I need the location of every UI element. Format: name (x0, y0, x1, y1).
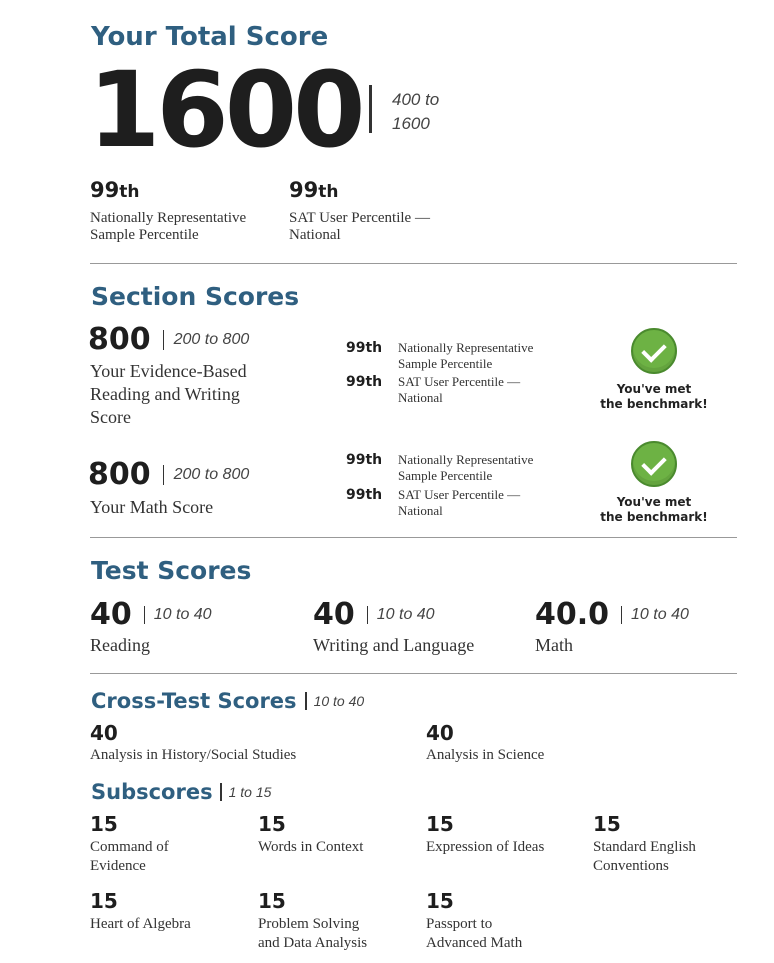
pct-label: SAT User Percentile — National (398, 374, 521, 405)
subscore-label: Command of Evidence (90, 839, 169, 874)
subscore-item (426, 812, 544, 857)
section-score-label: Your Math Score (90, 497, 214, 517)
total-score-value: 1600 (88, 49, 362, 171)
total-score-range (392, 88, 439, 136)
cross-score-label: Analysis in Science (426, 747, 545, 763)
test-score-range: 10 to 40 (376, 605, 435, 623)
section-score-range: 200 to 800 (173, 465, 250, 483)
section-score-value: 800 (88, 322, 151, 357)
subscore-item (426, 889, 522, 953)
total-range-line2: 1600 (392, 114, 430, 133)
cross-score-value: 40 (426, 721, 454, 745)
heading-divider (305, 692, 307, 710)
benchmark-badge (594, 325, 714, 415)
cross-test-history (90, 721, 296, 765)
divider (90, 263, 737, 264)
subscores-heading: Subscores (91, 780, 213, 804)
pct-value: 99th (346, 340, 383, 356)
benchmark-text: You've met the benchmark! (600, 382, 708, 411)
score-divider (144, 606, 145, 624)
percentile-value: 99th (289, 178, 339, 202)
total-score-heading: Your Total Score (91, 22, 329, 52)
test-score-range: 10 to 40 (631, 605, 689, 623)
subscore-value: 15 (426, 889, 454, 913)
total-range-line1: 400 to (392, 90, 440, 109)
subscore-value: 15 (258, 889, 286, 913)
divider (90, 673, 737, 674)
test-score-range: 10 to 40 (153, 605, 212, 623)
section-score-math (88, 457, 249, 519)
score-divider (163, 330, 164, 350)
subscore-value: 15 (90, 889, 118, 913)
subscore-item (258, 812, 363, 857)
section-score-range: 200 to 800 (173, 330, 250, 348)
section-scores-heading: Section Scores (91, 282, 300, 311)
cross-test-header (91, 689, 364, 713)
checkmark-icon (631, 441, 677, 487)
pct-label: Nationally Representative Sample Percentile (398, 452, 534, 483)
section-pct-row (346, 374, 520, 406)
benchmark-badge (594, 438, 714, 528)
total-percentile-national (90, 178, 246, 244)
section-pct-row (346, 487, 520, 519)
percentile-value: 99th (90, 178, 140, 202)
pct-label: SAT User Percentile — National (398, 487, 521, 518)
subscore-label: Problem Solving and Data Analysis (258, 916, 368, 951)
test-score-math (535, 597, 689, 656)
test-score-value: 40 (313, 597, 355, 632)
test-score-value: 40 (90, 597, 132, 632)
pct-value: 99th (346, 487, 383, 503)
cross-score-label: Analysis in History/Social Studies (90, 747, 297, 763)
divider (90, 537, 737, 538)
heading-divider (220, 783, 222, 801)
pct-label: Nationally Representative Sample Percentile (398, 340, 534, 371)
section-score-label: Your Evidence-Based Reading and Writing Score (90, 361, 247, 427)
subscore-value: 15 (593, 812, 621, 836)
subscore-label: Expression of Ideas (426, 839, 545, 855)
test-score-writing (313, 597, 474, 656)
subscore-item (593, 812, 696, 876)
subscore-item (90, 889, 191, 934)
subscore-value: 15 (258, 812, 286, 836)
subscore-value: 15 (426, 812, 454, 836)
benchmark-text: You've met the benchmark! (600, 495, 708, 524)
score-divider (163, 465, 164, 485)
total-percentile-user (289, 178, 430, 244)
test-score-label: Reading (90, 635, 150, 655)
section-pct-row (346, 452, 533, 484)
subscore-label: Heart of Algebra (90, 916, 191, 932)
subscores-range: 1 to 15 (228, 784, 272, 800)
subscore-item (90, 812, 169, 876)
section-score-ebrw (88, 322, 249, 429)
subscore-item (258, 889, 367, 953)
test-score-value: 40.0 (535, 597, 610, 632)
test-score-label: Writing and Language (313, 635, 475, 655)
checkmark-icon (631, 328, 677, 374)
section-score-value: 800 (88, 457, 151, 492)
test-score-reading (90, 597, 212, 656)
subscores-header (91, 780, 271, 804)
cross-test-heading: Cross-Test Scores (91, 689, 297, 713)
subscore-value: 15 (90, 812, 118, 836)
test-score-label: Math (535, 635, 573, 655)
pct-value: 99th (346, 374, 383, 390)
cross-test-science (426, 721, 544, 765)
test-scores-heading: Test Scores (91, 556, 252, 585)
subscore-label: Words in Context (258, 839, 364, 855)
percentile-label: SAT User Percentile — National (289, 210, 430, 243)
cross-test-range: 10 to 40 (313, 693, 365, 709)
subscore-label: Passport to Advanced Math (426, 916, 523, 951)
cross-score-value: 40 (90, 721, 118, 745)
section-pct-row (346, 340, 533, 372)
percentile-label: Nationally Representative Sample Percentile (90, 210, 247, 243)
subscore-label: Standard English Conventions (593, 839, 696, 874)
score-divider (621, 606, 622, 624)
total-score-divider (369, 85, 372, 133)
score-divider (367, 606, 368, 624)
pct-value: 99th (346, 452, 383, 468)
